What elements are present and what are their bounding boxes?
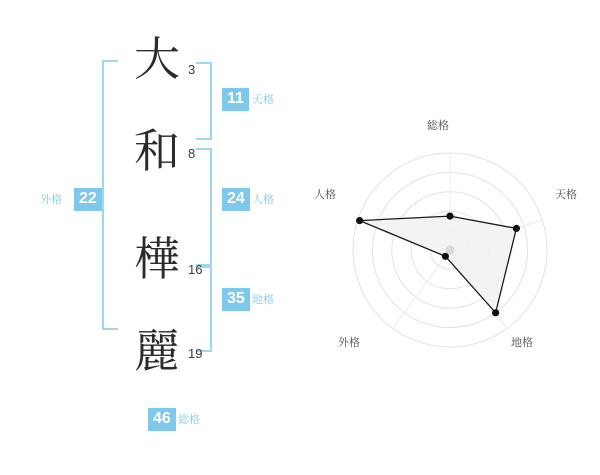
stroke-count-1: 3	[188, 62, 196, 77]
kakusu-label-jinkaku: 人格	[252, 194, 274, 206]
kakusu-value-jinkaku: 24	[222, 188, 250, 211]
kakusu-label-gaikaku: 外格	[40, 194, 62, 206]
bracket-tenkaku	[196, 62, 212, 140]
bracket-jinkaku	[196, 148, 212, 268]
radar-chart-svg	[300, 0, 600, 470]
kakusu-value-gaikaku: 22	[74, 188, 102, 211]
kakusu-value-soukaku: 46	[148, 408, 176, 431]
stroke-count-2: 8	[188, 146, 196, 161]
radar-center-dot	[446, 246, 455, 255]
radar-label-soukaku: 総格	[427, 120, 449, 132]
kakusu-value-tenkaku: 11	[222, 88, 249, 111]
bracket-gaikaku	[102, 60, 118, 330]
name-character-4: 麗	[134, 324, 180, 378]
radar-label-chikaku: 地格	[511, 337, 533, 349]
name-character-3: 樺	[134, 232, 180, 286]
radar-label-gaikaku: 外格	[338, 337, 360, 349]
radar-label-jinkaku: 人格	[314, 189, 336, 201]
name-stroke-panel	[0, 0, 300, 470]
stroke-count-3: 16	[188, 262, 203, 277]
kakusu-label-soukaku: 総格	[178, 414, 200, 426]
kakusu-label-tenkaku: 天格	[252, 94, 274, 106]
radar-series-polygon	[360, 216, 517, 313]
name-character-2: 和	[134, 124, 180, 178]
kakusu-label-chikaku: 地格	[252, 294, 274, 306]
radar-label-tenkaku: 天格	[555, 189, 577, 201]
stroke-count-4: 19	[188, 346, 203, 361]
name-character-1: 大	[134, 32, 180, 86]
radar-chart	[300, 0, 600, 470]
bracket-chikaku	[196, 264, 212, 352]
kakusu-value-chikaku: 35	[222, 288, 250, 311]
